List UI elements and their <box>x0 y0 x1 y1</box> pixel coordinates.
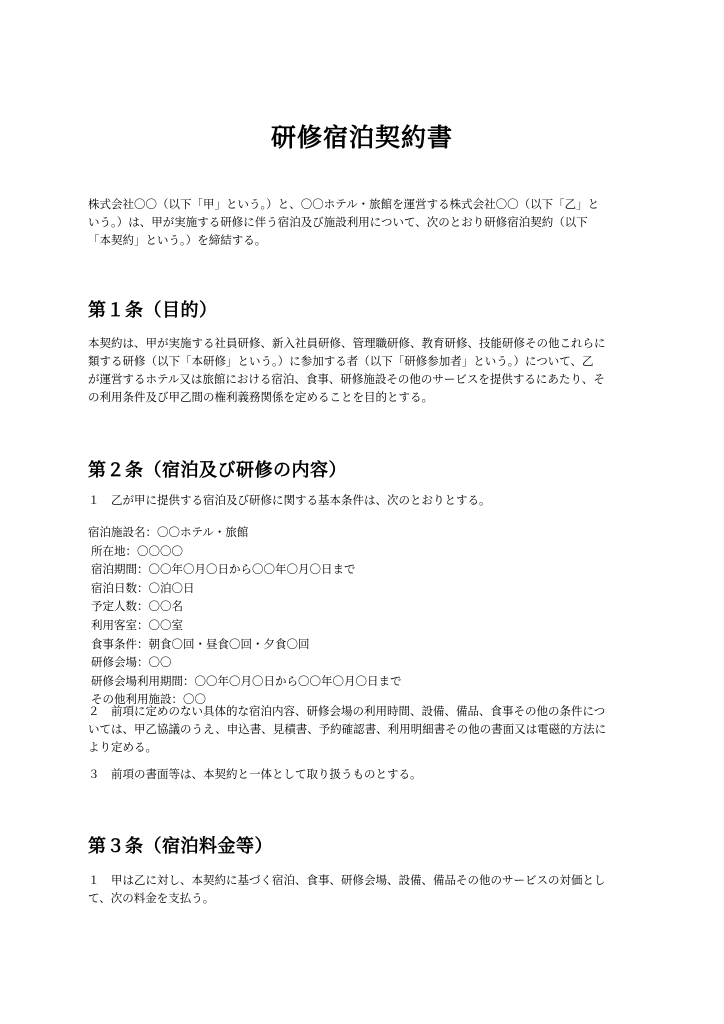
condition-item: 所在地：〇〇〇〇 <box>91 543 183 558</box>
article-2-clause-1 <box>88 491 644 509</box>
condition-item: 宿泊期間：〇〇年〇月〇日から〇〇年〇月〇日まで <box>91 562 356 577</box>
condition-item: 宿泊施設名：〇〇ホテル・旅館 <box>88 525 249 539</box>
article-3-clause-1-line: １ 甲は乙に対し、本契約に基づく宿泊、食事、研修会場、設備、備品その他のサービスの対価とし <box>88 873 606 887</box>
article-1-heading: 第１条（目的） <box>88 300 218 321</box>
preamble-line: 株式会社〇〇（以下「甲」という。）と、〇〇ホテル・旅館を運営する株式会社〇〇（以下「乙」と <box>88 197 600 211</box>
condition-item: 予定人数：〇〇名 <box>91 599 183 614</box>
preamble-paragraph <box>88 195 644 249</box>
article-2-clause-2 <box>88 702 644 756</box>
condition-item: その他利用施設：〇〇 <box>91 692 206 707</box>
article-2-clause-2-line: いては、甲乙協議のうえ、申込書、見積書、予約確認書、利用明細書その他の書面又は電磁的方法に <box>88 722 607 736</box>
article-1-line: が運営するホテル又は旅館における宿泊、食事、研修施設その他のサービスを提供するにあたり、そ <box>88 372 605 386</box>
article-2-clause-1-line: １ 乙が甲に提供する宿泊及び研修に関する基本条件は、次のとおりとする。 <box>88 493 491 507</box>
article-1-line: 類する研修（以下「本研修」という。）に参加する者（以下「研修参加者」という。）について、乙 <box>88 354 594 368</box>
preamble-line: いう。）は、甲が実施する研修に伴う宿泊及び施設利用について、次のとおり研修宿泊契約（以下 <box>88 215 588 229</box>
article-2-heading: 第２条（宿泊及び研修の内容） <box>88 460 347 481</box>
article-3-heading: 第３条（宿泊料金等） <box>88 836 273 857</box>
document-title: 研修宿泊契約書 <box>270 123 453 152</box>
article-1-line: の利用条件及び甲乙間の権利義務関係を定めることを目的とする。 <box>88 390 433 404</box>
article-2-clause-2-line: ２ 前項に定めのない具体的な宿泊内容、研修会場の利用時間、設備、備品、食事その他の条件につ <box>88 704 606 718</box>
article-1-body <box>88 334 644 406</box>
conditions-list <box>88 523 402 709</box>
article-3-clause-1 <box>88 871 644 907</box>
article-3-clause-1-line: て、次の料金を支払う。 <box>88 891 215 905</box>
article-2-clause-3 <box>88 765 644 783</box>
condition-item: 食事条件：朝食〇回・昼食〇回・夕食〇回 <box>91 636 310 651</box>
condition-item: 研修会場：〇〇 <box>91 655 172 670</box>
preamble-line: 「本契約」という。）を締結する。 <box>88 233 267 247</box>
article-2-clause-2-line: より定める。 <box>88 740 157 754</box>
condition-item: 研修会場利用期間：〇〇年〇月〇日から〇〇年〇月〇日まで <box>91 673 402 688</box>
condition-item: 利用客室：〇〇室 <box>91 617 183 632</box>
article-2-clause-3-line: ３ 前項の書面等は、本契約と一体として取り扱うものとする。 <box>88 767 422 781</box>
condition-item: 宿泊日数：〇泊〇日 <box>91 580 195 595</box>
article-1-line: 本契約は、甲が実施する社員研修、新入社員研修、管理職研修、教育研修、技能研修その他これらに <box>88 336 606 350</box>
